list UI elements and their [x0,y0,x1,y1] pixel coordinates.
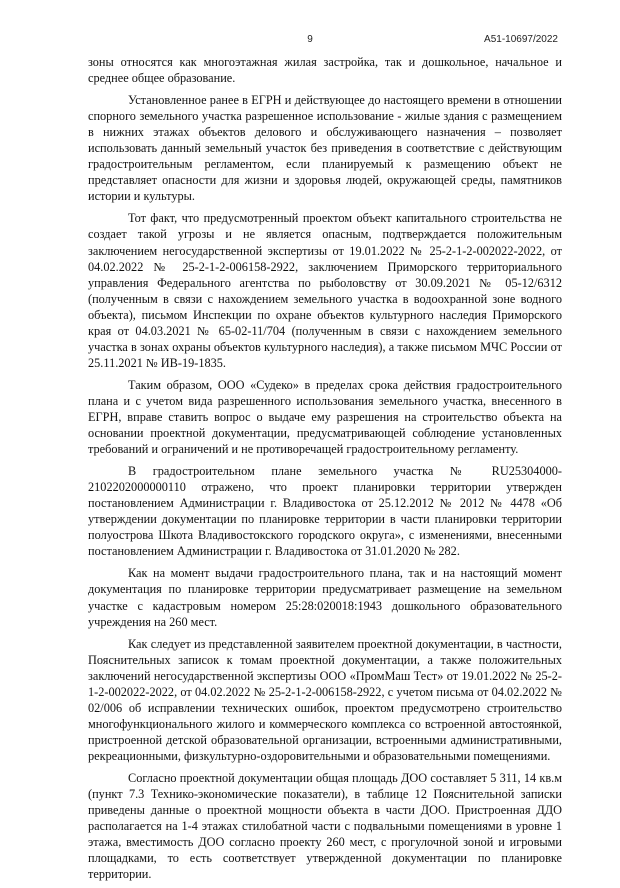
paragraph-gradplan: В градостроительном плане земельного участка № RU25304000-2102202000000110 отражено, что проект планировки территории утвержден постановлением Администрации г. Владивостока от 25.12.2012 № 2012 № 4478 «Об утверждении документации по планировке территории в части планировки территории полуострова Шкота Владивостокского городского округа», с изменениями, внесенными постановлением Администрации г. Владивостока от 31.01.2020 № 282. [88,464,562,559]
paragraph-conclusion-sudeko: Таким образом, ООО «Судеко» в пределах срока действия градостроительного плана и с учетом вида разрешенного использования земельного участка, внесенного в ЕГРН, вправе ставить вопрос о выдаче ему разрешения на строительство объекта на основании проектной документации, предусматривающей соблюдение установленных требований и ограничений и не противоречащей градостроительному регламенту. [88,377,562,457]
paragraph-expertise-confirmation: Тот факт, что предусмотренный проектом объект капитального строительства не создает такой угрозы и не является опасным, подтверждается положительным заключением негосударственной экспертизы от 19.01.2022 № 25-2-1-2-002022-2022, от 04.02.2022 № 25-2-1-2-006158-2922, заключением Приморского территориального управления Федерального агентства по рыболовству от 30.09.2021 № 05-12/6312 (полученным в связи с нахождением земельного участка в водоохранной зоне водного объекта), письмом Инспекции по охране объектов культурного наследия Приморского края от 04.03.2021 № 65-02-11/704 (полученным в связи с нахождением земельного участка в зонах охраны объектов культурного наследия), а также письмом МЧС России от 25.11.2021 № ИВ-19-1835. [88,211,562,370]
paragraph-kindergarten-placement: Как на момент выдачи градостроительного плана, так и на настоящий момент документация по планировке территории предусматривает размещение на земельном участке с кадастровым номером 25:28:020018:1943 дошкольного образовательного учреждения на 260 мест. [88,566,562,629]
page-number: 9 [307,34,313,45]
case-number: А51-10697/2022 [484,34,558,45]
paragraph-permitted-use: Установленное ранее в ЕГРН и действующее до настоящего времени в отношении спорного земельного участка разрешенное использование - жилые здания с размещением в нижних этажах объектов делового и обслуживающего назначения – позволяет использовать данный земельный участок без приведения в соответствие с действующим градостроительным регламентом, если планируемый к размещению объект не представляет опасности для жизни и здоровья людей, окружающей среды, памятников истории и культуры. [88,93,562,204]
paragraph-continuation: зоны относятся как многоэтажная жилая застройка, так и дошкольное, начальное и среднее общее образование. [88,55,562,86]
document-body [88,54,562,888]
paragraph-project-documentation: Как следует из представленной заявителем проектной документации, в частности, Пояснительных записок к томам проектной документации, а также положительных заключений негосударственной экспертизы ООО «ПромМаш Тест» от 19.01.2022 № 25-2-1-2-002022-2022, от 04.02.2022 № 25-2-1-2-006158-2922, с учетом письма от 04.02.2022 № 02/006 об исправлении технических ошибок, проектом предусмотрено строительство многофункционального жилого и коммерческого комплекса со встроенной автостоянкой, пристроенной детской образовательной организации, встроенными административными, рекреационными, физкультурно-оздоровительными и образовательными помещениями. [88,636,562,763]
paragraph-doo-area: Согласно проектной документации общая площадь ДОО составляет 5 311, 14 кв.м (пункт 7.3 Технико-экономические показатели), в таблице 12 Пояснительной записки приведены данные о проектной мощности объекта в части ДОО. Пристроенная ДДО располагается на 1-4 этажах стилобатной части с подвальными помещениями в уровне 1 этажа, вместимость ДОО согласно проекту 260 мест, с прогулочной зоной и игровыми площадками, то есть соответствует утвержденной документации по планировке территории. [88,770,562,882]
